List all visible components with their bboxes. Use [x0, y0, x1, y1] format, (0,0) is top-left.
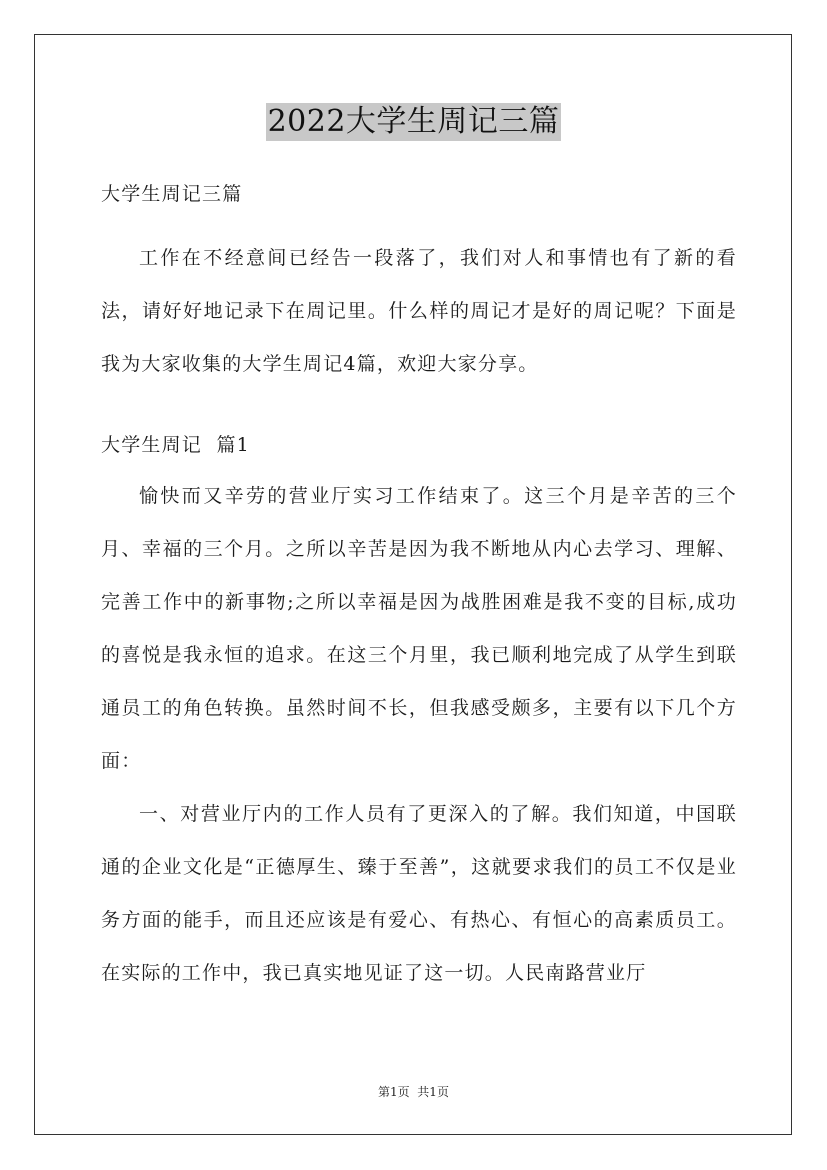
intro-heading: 大学生周记三篇 [101, 183, 243, 205]
section1-paragraph-1: 愉快而又辛劳的营业厅实习工作结束了。这三个月是辛苦的三个月、幸福的三个月。之所以辛苦是因为我不断地从内心去学习、理解、完善工作中的新事物;之所以幸福是因为战胜困难是我不变的目标,成功的喜悦是我永恒的追求。在这三个月里，我已顺利地完成了从学生到联通员工的角色转换。虽然时间不长，但我感受颇多，主要有以下几个方面： [101, 485, 737, 772]
intro-paragraph: 工作在不经意间已经告一段落了，我们对人和事情也有了新的看法，请好好地记录下在周记里。什么样的周记才是好的周记呢？下面是我为大家收集的大学生周记4篇，欢迎大家分享。 [101, 247, 737, 375]
document-body [101, 176, 737, 1000]
section1-heading: 大学生周记 篇1 [101, 434, 250, 456]
section1-paragraph-2: 一、对营业厅内的工作人员有了更深入的了解。我们知道，中国联通的企业文化是“正德厚生、臻于至善”，这就要求我们的员工不仅是业务方面的能手，而且还应该是有爱心、有热心、有恒心的高素质员工。在实际的工作中，我已真实地见证了这一切。人民南路营业厅 [101, 803, 737, 984]
document-title: 2022大学生周记三篇 [267, 104, 560, 139]
page-footer: 第1页 共1页 [378, 1085, 449, 1099]
title-container [0, 103, 827, 141]
